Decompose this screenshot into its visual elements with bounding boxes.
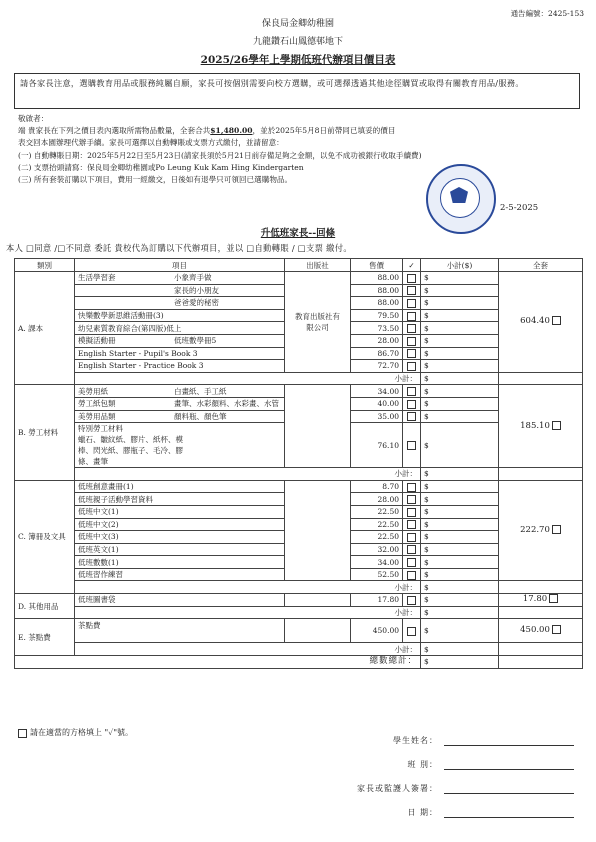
item-name: 低班創意畫冊(1) <box>78 482 134 492</box>
check-cell[interactable] <box>403 480 421 493</box>
price-cell: 35.00 <box>351 410 403 423</box>
check-cell[interactable] <box>403 397 421 410</box>
item-cell <box>75 397 285 410</box>
school-address: 九龍鑽石山鳳德邨地下 <box>252 37 343 47</box>
price-cell: 76.10 <box>351 423 403 468</box>
checkbox[interactable] <box>407 286 416 295</box>
letter-item-1: (一) 自動轉賬日期：2025年5月22日至5月23日(請家長須於5月21日前存備足夠之金額，以免不成功被銀行收取手續費) <box>18 150 422 160</box>
subtotal-label: 小計： <box>75 581 421 594</box>
price-cell: 17.80 <box>351 594 403 607</box>
category-cell: B. 勞工材料 <box>15 385 75 480</box>
price-cell: 22.50 <box>351 518 403 531</box>
item-name: 低班習作練習 <box>78 570 123 580</box>
price-cell: 79.50 <box>351 309 403 322</box>
check-cell[interactable] <box>403 347 421 360</box>
price-cell: 88.00 <box>351 297 403 310</box>
tick-instruction-text: 請在適當的方格填上 "✓"號。 <box>30 728 134 737</box>
item-cell <box>75 423 285 468</box>
price-cell: 22.50 <box>351 531 403 544</box>
student-name-line[interactable] <box>444 736 574 746</box>
table-row <box>15 594 583 607</box>
table-row <box>15 480 583 493</box>
check-cell[interactable] <box>403 543 421 556</box>
table-row <box>15 619 583 643</box>
check-cell[interactable] <box>403 619 421 643</box>
price-cell: 450.00 <box>351 619 403 643</box>
price-cell: 8.70 <box>351 480 403 493</box>
full-set-cell[interactable] <box>499 619 583 643</box>
checkbox[interactable] <box>407 387 416 396</box>
publisher-cell <box>285 619 351 643</box>
item-name: 勞工紙包類 <box>78 399 116 409</box>
checkbox[interactable] <box>407 508 416 517</box>
item-name: English Starter - Pupil's Book 3 <box>78 348 198 358</box>
subtotal-cell[interactable]: $ <box>421 347 499 360</box>
price-cell: 34.00 <box>351 385 403 398</box>
letter-paragraph-2: 表交回本園辦理代辦手續。家長可選擇以自動轉賬或支票方式繳付，並請留意： <box>18 138 284 148</box>
item-cell <box>75 334 285 347</box>
checkbox[interactable] <box>407 545 416 554</box>
category-cell: D. 其他用品 <box>15 594 75 619</box>
school-name: 保良局金卿幼稚園 <box>261 19 334 29</box>
item-name: English Starter - Practice Book 3 <box>78 361 204 371</box>
full-set-checkbox[interactable] <box>552 421 561 430</box>
subtotal-cell[interactable]: $ <box>421 480 499 493</box>
price-cell: 88.00 <box>351 284 403 297</box>
item-name: 特別勞工材料 <box>78 424 123 434</box>
checkbox[interactable] <box>407 337 416 346</box>
letter-body <box>18 113 578 186</box>
subtotal-cell[interactable]: $ <box>421 493 499 506</box>
item-name: 低班親子活動學習資料 <box>78 494 153 504</box>
full-set-cell[interactable] <box>499 272 583 373</box>
price-cell: 28.00 <box>351 493 403 506</box>
price-cell: 52.50 <box>351 568 403 581</box>
subtotal-cell[interactable]: $ <box>421 518 499 531</box>
publisher-cell <box>285 480 351 581</box>
subtotal-value[interactable]: $ <box>421 468 499 481</box>
table-body <box>15 272 583 669</box>
category-cell: A. 課本 <box>15 272 75 385</box>
item-cell <box>75 297 285 310</box>
header-price: 售價 <box>351 259 403 272</box>
checkbox[interactable] <box>407 312 416 321</box>
subtotal-blank <box>499 643 583 656</box>
subtotal-cell[interactable]: $ <box>421 505 499 518</box>
item-cell <box>75 309 285 322</box>
checkbox-sample <box>18 729 27 738</box>
price-cell: 32.00 <box>351 543 403 556</box>
full-set-checkbox[interactable] <box>552 316 561 325</box>
subtotal-value[interactable]: $ <box>421 372 499 385</box>
check-cell[interactable] <box>403 518 421 531</box>
full-set-cell[interactable] <box>499 385 583 468</box>
subtotal-cell[interactable]: $ <box>421 334 499 347</box>
grand-total-blank <box>499 656 583 669</box>
checkbox[interactable] <box>407 571 416 580</box>
publisher-cell: 教育出版社有限公司 <box>285 272 351 373</box>
student-name-field[interactable] <box>330 735 580 746</box>
subtotal-row <box>15 606 583 619</box>
class-field[interactable] <box>330 759 580 770</box>
price-cell: 28.00 <box>351 334 403 347</box>
checkbox[interactable] <box>407 400 416 409</box>
item-desc: 畫筆、水彩顏料、水彩畫、水管 <box>174 399 279 409</box>
subtotal-value[interactable]: $ <box>421 606 499 619</box>
subtotal-cell[interactable]: $ <box>421 309 499 322</box>
item-cell <box>75 360 285 373</box>
consent-statement[interactable]: 本人 □同意 /□不同意 委託 貴校代為訂購以下代辦項目，並以 □自動轉賬 / □支票 繳付。 <box>6 243 352 253</box>
table-row <box>15 272 583 285</box>
item-desc: 顏料瓶、顏色筆 <box>174 411 227 421</box>
letter-date: 2-5-2025 <box>500 203 539 213</box>
salutation: 敬啟者： <box>18 114 49 123</box>
full-set-cell[interactable] <box>499 480 583 581</box>
subtotal-cell[interactable]: $ <box>421 360 499 373</box>
checkbox[interactable] <box>407 324 416 333</box>
letter-item-2: (二) 支票抬頭請寫：保良局金卿幼稚園或Po Leung Kuk Kam Hing Kindergarten <box>18 162 304 172</box>
item-desc: 家長的小朋友 <box>174 285 219 295</box>
item-desc: 蠟石、皺紋紙、膠片、紙杯、模棒、閃光紙、膠瓶子、毛冷、膠條、畫筆 <box>78 435 183 467</box>
item-cell <box>75 543 285 556</box>
item-cell <box>75 531 285 544</box>
checkbox[interactable] <box>407 558 416 567</box>
item-name: 幼兒素質教育綜合(第四版)低上 <box>78 323 182 333</box>
subtotal-value[interactable]: $ <box>421 581 499 594</box>
full-set-price: 17.80 <box>522 594 548 605</box>
subtotal-cell[interactable]: $ <box>421 397 499 410</box>
checkbox[interactable] <box>407 362 416 371</box>
check-cell[interactable] <box>403 505 421 518</box>
field-label: 學生姓名： <box>393 736 438 745</box>
price-cell: 88.00 <box>351 272 403 285</box>
check-cell[interactable] <box>403 360 421 373</box>
letter-p1-b: ，並於2025年5月8日前帶同已填妥的價目 <box>252 126 396 136</box>
check-cell[interactable] <box>403 493 421 506</box>
header-full-set: 全套 <box>499 259 583 272</box>
check-cell[interactable] <box>403 322 421 335</box>
check-cell[interactable] <box>403 556 421 569</box>
subtotal-cell[interactable]: $ <box>421 284 499 297</box>
subtotal-cell[interactable]: $ <box>421 322 499 335</box>
item-name: 低班中文(1) <box>78 507 119 517</box>
header-publisher: 出版社 <box>285 259 351 272</box>
full-set-checkbox[interactable] <box>549 594 558 603</box>
item-name: 生活學習套 <box>78 273 116 283</box>
check-cell[interactable] <box>403 423 421 468</box>
subtotal-value[interactable]: $ <box>421 643 499 656</box>
header-item: 項目 <box>75 259 285 272</box>
subtotal-blank <box>499 372 583 385</box>
checkbox[interactable] <box>407 441 416 450</box>
full-set-price: 604.40 <box>520 316 550 327</box>
subtotal-cell[interactable]: $ <box>421 568 499 581</box>
price-cell: 72.70 <box>351 360 403 373</box>
header-subtotal: 小計($) <box>421 259 499 272</box>
check-cell[interactable] <box>403 594 421 607</box>
reply-slip-title: 升低班家長--回條 <box>260 228 336 239</box>
letter-paragraph-1 <box>18 125 578 137</box>
letter-item-3: (三) 所有套裝訂購以下項目，費用一經繳交，日後如有退學只可領回已選購物品。 <box>18 175 293 185</box>
subtotal-row <box>15 372 583 385</box>
letter-p1-a: 端 貴家長在下列之價目表內選取所需物品數量，全套合共 <box>18 126 211 136</box>
signature-field[interactable] <box>330 783 580 794</box>
checkbox[interactable] <box>407 596 416 605</box>
check-cell[interactable] <box>403 410 421 423</box>
signature-line[interactable] <box>444 784 574 794</box>
full-set-cell[interactable] <box>499 594 583 607</box>
item-name: 低班英文(1) <box>78 544 119 554</box>
item-name: 模擬活動冊 <box>78 336 116 346</box>
full-set-checkbox[interactable] <box>552 525 561 534</box>
check-cell[interactable] <box>403 297 421 310</box>
field-label: 家長或監護人簽署： <box>357 784 438 793</box>
item-name: 快樂數學新思維活動冊(3) <box>78 311 164 321</box>
class-line[interactable] <box>444 760 574 770</box>
item-desc: 白畫紙、手工紙 <box>174 386 227 396</box>
publisher-cell <box>285 385 351 468</box>
item-desc: 低班數學冊5 <box>174 336 217 346</box>
item-name: 低班圖書袋 <box>78 595 116 605</box>
checkbox[interactable] <box>407 412 416 421</box>
subtotal-row <box>15 468 583 481</box>
checkbox[interactable] <box>407 483 416 492</box>
subtotal-cell[interactable]: $ <box>421 556 499 569</box>
price-table <box>14 258 583 669</box>
item-desc: 爸爸愛的秘密 <box>174 298 219 308</box>
subtotal-row <box>15 643 583 656</box>
price-cell: 86.70 <box>351 347 403 360</box>
item-cell <box>75 619 285 643</box>
price-cell: 40.00 <box>351 397 403 410</box>
category-cell: E. 茶點費 <box>15 619 75 656</box>
grand-total-label: 總數總計： <box>15 656 421 669</box>
checkbox[interactable] <box>407 533 416 542</box>
item-cell <box>75 480 285 493</box>
check-cell[interactable] <box>403 309 421 322</box>
check-cell[interactable] <box>403 334 421 347</box>
item-name: 低班數數(1) <box>78 557 119 567</box>
tick-instruction <box>18 727 133 738</box>
document-title: 2025/26學年上學期低班代辦項目價目表 <box>200 54 396 66</box>
item-cell <box>75 284 285 297</box>
subtotal-blank <box>499 468 583 481</box>
table-header-row <box>15 259 583 272</box>
checkbox[interactable] <box>407 299 416 308</box>
item-cell <box>75 410 285 423</box>
item-cell <box>75 505 285 518</box>
item-cell <box>75 518 285 531</box>
full-set-checkbox[interactable] <box>552 625 561 634</box>
header-check: ✓ <box>403 259 421 272</box>
subtotal-cell[interactable]: $ <box>421 297 499 310</box>
subtotal-label: 小計： <box>75 643 421 656</box>
item-cell <box>75 568 285 581</box>
subtotal-cell[interactable]: $ <box>421 543 499 556</box>
subtotal-cell[interactable]: $ <box>421 423 499 468</box>
school-seal <box>426 164 496 234</box>
notice-number: 通告編號：2425-153 <box>510 9 584 18</box>
item-cell <box>75 493 285 506</box>
check-cell[interactable] <box>403 385 421 398</box>
item-name: 美勞用品類 <box>78 411 116 421</box>
item-cell <box>75 556 285 569</box>
check-cell[interactable] <box>403 531 421 544</box>
notice-box: 請各家長注意，選購教育用品或服務純屬自願，家長可按個別需要向校方選購，或可選擇透過其他途徑購買或取得有關教育用品/服務。 <box>14 73 580 109</box>
date-line[interactable] <box>444 808 574 818</box>
item-cell <box>75 322 285 335</box>
subtotal-cell[interactable]: $ <box>421 410 499 423</box>
total-amount: $1,480.00 <box>210 126 253 136</box>
subtotal-label: 小計： <box>75 606 421 619</box>
price-cell: 22.50 <box>351 505 403 518</box>
checkbox[interactable] <box>407 520 416 529</box>
field-label: 班 別： <box>407 760 438 769</box>
full-set-price: 450.00 <box>520 625 550 636</box>
subtotal-cell[interactable]: $ <box>421 272 499 285</box>
publisher-cell <box>285 594 351 607</box>
category-cell: C. 簿冊及文具 <box>15 480 75 593</box>
grand-total-value[interactable]: $ <box>421 656 499 669</box>
subtotal-cell[interactable]: $ <box>421 531 499 544</box>
check-cell[interactable] <box>403 284 421 297</box>
item-name: 美勞用紙 <box>78 386 108 396</box>
subtotal-blank <box>499 581 583 594</box>
checkbox[interactable] <box>407 349 416 358</box>
full-set-price: 222.70 <box>520 525 550 536</box>
table-row <box>15 385 583 398</box>
item-name: 茶點費 <box>78 620 101 630</box>
item-name: 低班中文(3) <box>78 532 119 542</box>
item-cell <box>75 347 285 360</box>
check-cell[interactable] <box>403 568 421 581</box>
price-cell: 34.00 <box>351 556 403 569</box>
subtotal-blank <box>499 606 583 619</box>
full-set-price: 185.10 <box>520 420 550 431</box>
subtotal-label: 小計： <box>75 468 421 481</box>
grand-total-row <box>15 656 583 669</box>
subtotal-label: 小計： <box>75 372 421 385</box>
item-cell <box>75 594 285 607</box>
checkbox[interactable] <box>407 495 416 504</box>
subtotal-row <box>15 581 583 594</box>
subtotal-cell[interactable]: $ <box>421 594 499 607</box>
check-cell[interactable] <box>403 272 421 285</box>
item-cell <box>75 385 285 398</box>
item-desc: 小象齊手做 <box>174 273 212 283</box>
subtotal-cell[interactable]: $ <box>421 385 499 398</box>
item-cell <box>75 272 285 285</box>
item-name: 低班中文(2) <box>78 519 119 529</box>
price-cell: 73.50 <box>351 322 403 335</box>
date-field[interactable] <box>330 807 580 818</box>
checkbox[interactable] <box>407 274 416 283</box>
subtotal-cell[interactable]: $ <box>421 619 499 643</box>
header-category: 類別 <box>15 259 75 272</box>
checkbox[interactable] <box>407 627 416 636</box>
field-label: 日 期： <box>407 808 438 817</box>
